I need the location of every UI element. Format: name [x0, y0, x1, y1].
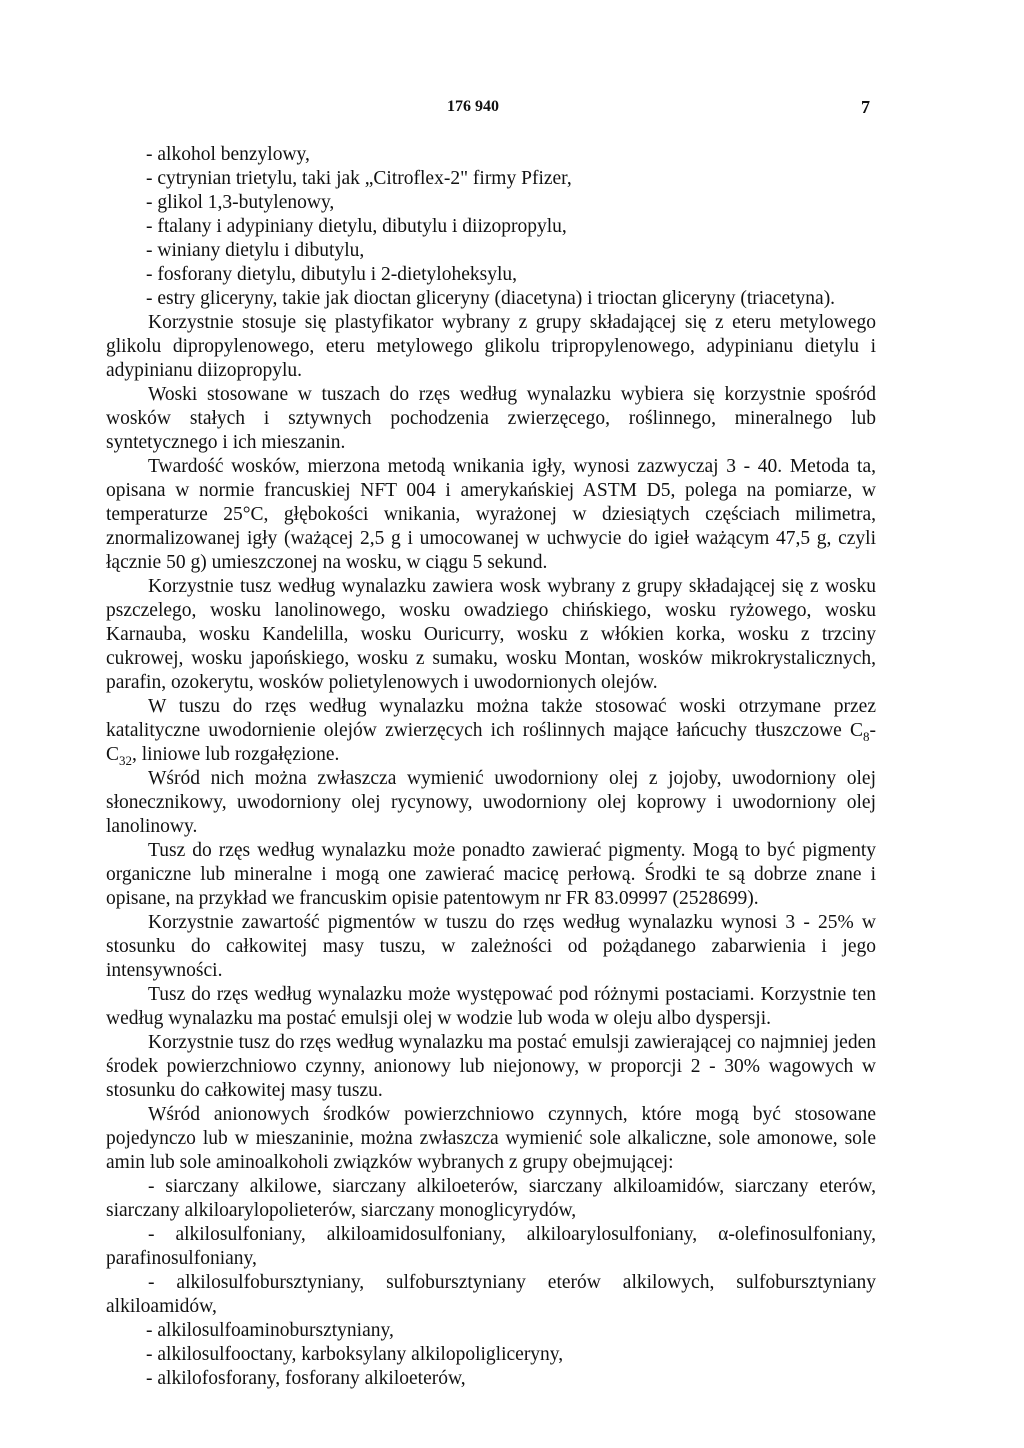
list-item: - alkilosulfobursztyniany, sulfobursztyniany eterów alkilowych, sulfobursztyniany alkiloamidów,: [106, 1272, 876, 1317]
paragraph-forms: Tusz do rzęs według wynalazku może występować pod różnymi postaciami. Korzystnie ten według wynalazku ma postać emulsji olej w wodzie lub woda w oleju albo dyspersji.: [106, 984, 876, 1029]
list-item: - fosforany dietylu, dibutylu i 2-dietyloheksylu,: [146, 264, 517, 285]
text-run: -C: [106, 720, 876, 765]
page-header: [0, 95, 1024, 119]
list-item: - siarczany alkilowe, siarczany alkiloeterów, siarczany alkiloamidów, siarczany eterów, siarczany alkiloarylopolieterów, siarczany monoglicyrydów,: [106, 1176, 876, 1221]
list-item: - cytrynian trietylu, taki jak „Citroflex-2" firmy Pfizer,: [146, 168, 572, 189]
list-item: - alkohol benzylowy,: [146, 144, 310, 165]
paragraph-anionic: Wśród anionowych środków powierzchniowo czynnych, które mogą być stosowane pojedynczo lub w mieszaninie, można zwłaszcza wymienić sole alkaliczne, sole amonowe, sole amin lub sole aminoalkoholi związków wybranych z grupy obejmującej:: [106, 1104, 876, 1173]
list-item: - alkilosulfooctany, karboksylany alkilopoligliceryny,: [146, 1344, 564, 1365]
document-body: [106, 143, 876, 1391]
paragraph-pigment-content: Korzystnie zawartość pigmentów w tuszu do rzęs według wynalazku wynosi 3 - 25% w stosunku do całkowitej masy tuszu, w zależności od pożądanego zabarwienia i jego intensywności.: [106, 912, 876, 981]
paragraph-emulsion: Korzystnie tusz do rzęs według wynalazku ma postać emulsji zawierającej co najmniej jeden środek powierzchniowo czynny, anionowy lub niejonowy, w proporcji 2 - 30% wagowych w stosunku do całkowitej masy tuszu.: [106, 1032, 876, 1101]
text-run: , liniowe lub rozgałęzione.: [132, 744, 340, 765]
list-item: - winiany dietylu i dibutylu,: [146, 240, 365, 261]
list-item: - alkilosulfoniany, alkiloamidosulfoniany, alkiloarylosulfoniany, α-olefinosulfoniany, parafinosulfoniany,: [106, 1224, 876, 1269]
text-run: W tuszu do rzęs według wynalazku można także stosować woski otrzymane przez katalityczne uwodornienie olejów zwierzęcych ich roślinnych mające łańcuchy tłuszczowe C: [106, 696, 876, 741]
document-number: 176 940: [447, 98, 499, 115]
list-item: - glikol 1,3-butylenowy,: [146, 192, 335, 213]
subscript: 8: [863, 728, 870, 744]
list-item: - alkilosulfoaminobursztyniany,: [146, 1320, 394, 1341]
list-item: - estry gliceryny, takie jak dioctan gliceryny (diacetyna) i trioctan gliceryny (triacetyna).: [146, 288, 836, 309]
paragraph-hardness: Twardość wosków, mierzona metodą wnikania igły, wynosi zazwyczaj 3 - 40. Metoda ta, opisana w normie francuskiej NFT 004 i amerykańskiej ASTM D5, polega na pomiarze, w temperaturze 25°C, głębokości wnikania, wyrażonej w dziesiątych częściach milimetra, znormalizowanej igły (ważącej 2,5 g i umocowanej w uchwycie do igieł ważącym 47,5 g, czyli łącznie 50 g) umieszczonej na wosku, w ciągu 5 sekund.: [106, 456, 876, 573]
paragraph-wax-group: Korzystnie tusz według wynalazku zawiera wosk wybrany z grupy składającej się z wosku pszczelego, wosku lanolinowego, wosku owadziego chińskiego, wosku ryżowego, wosku Karnauba, wosku Kandelilla, wosku Ouricurry, wosku z włókien korka, wosku z trzciny cukrowej, wosku japońskiego, wosku z sumaku, wosku Montan, wosków mikrokrystalicznych, parafin, ozokerytu, wosków polietylenowych i uwodornionych olejów.: [106, 576, 876, 693]
paragraph-plasticizer: Korzystnie stosuje się plastyfikator wybrany z grupy składającej się z eteru metylowego glikolu dipropylenowego, eteru metylowego glikolu tripropylenowego, adypinianu dietylu i adypinianu diizopropylu.: [106, 312, 876, 381]
paragraph-oil-examples: Wśród nich można zwłaszcza wymienić uwodorniony olej z jojoby, uwodorniony olej słonecznikowy, uwodorniony olej rycynowy, uwodorniony olej koprowy i uwodorniony olej lanolinowy.: [106, 768, 876, 837]
list-item: - alkilofosforany, fosforany alkiloeterów,: [146, 1368, 466, 1389]
paragraph-pigments: Tusz do rzęs według wynalazku może ponadto zawierać pigmenty. Mogą to być pigmenty organiczne lub mineralne i mogą one zawierać macicę perłową. Środki te są dobrze znane i opisane, na przykład we francuskim opisie patentowym nr FR 83.09997 (2528699).: [106, 840, 876, 909]
paragraph-hydrogenated-oils: [106, 695, 876, 767]
subscript: 32: [119, 752, 133, 768]
paragraph-waxes: Woski stosowane w tuszach do rzęs według wynalazku wybiera się korzystnie spośród wosków stałych i sztywnych pochodzenia zwierzęcego, roślinnego, mineralnego lub syntetycznego i ich mieszanin.: [106, 384, 876, 453]
list-item: - ftalany i adypiniany dietylu, dibutylu i diizopropylu,: [146, 216, 567, 237]
page-number: 7: [861, 97, 870, 117]
